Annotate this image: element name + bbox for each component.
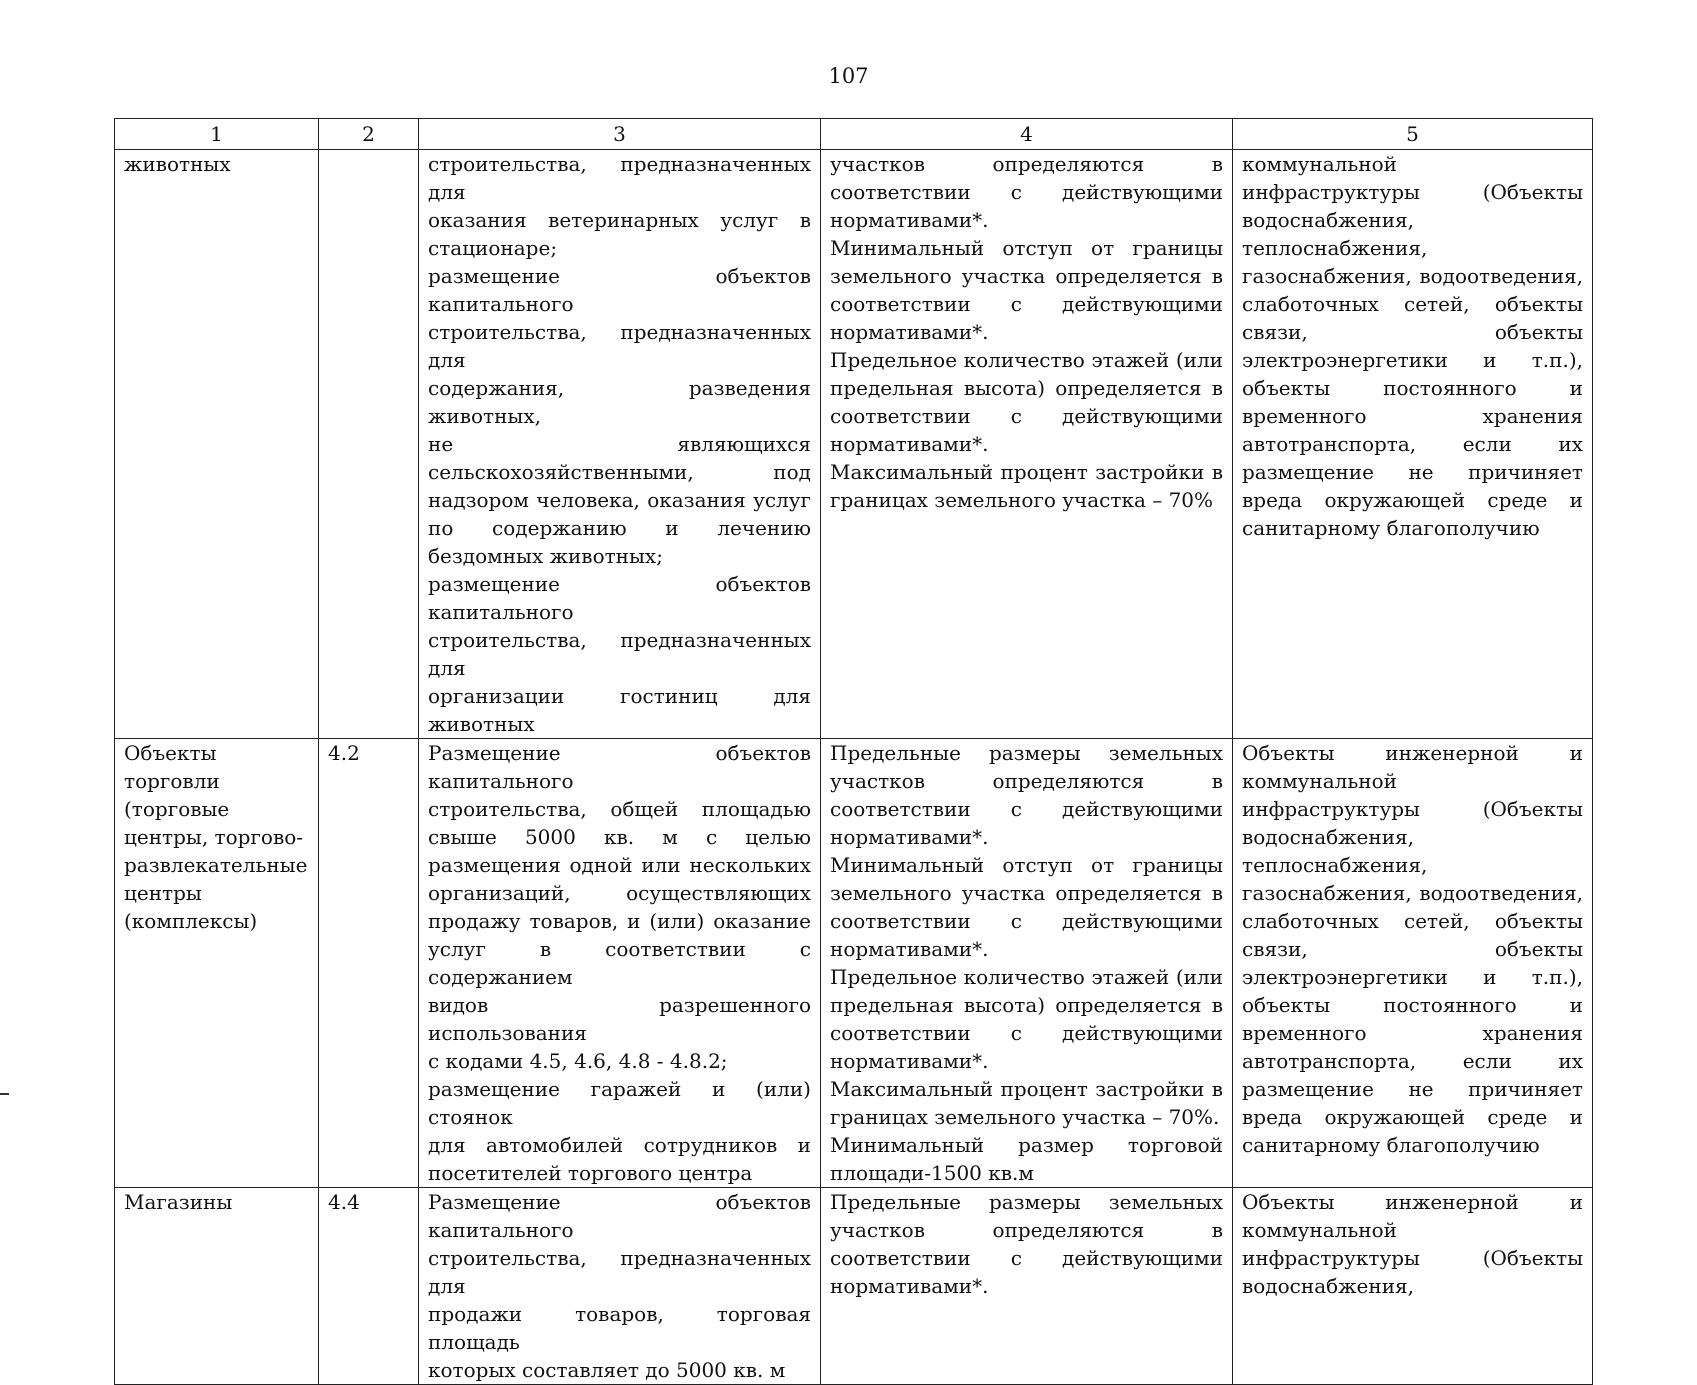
cell-line: соответствии с действующими <box>830 292 1223 316</box>
cell-line: Предельное количество этажей (или <box>830 965 1223 989</box>
cell-line: Объекты инженерной и <box>1242 741 1583 765</box>
header-col-4: 4 <box>821 119 1233 150</box>
parameters-cell <box>821 1188 1233 1385</box>
cell-line: Минимальный размер торговой <box>830 1133 1223 1157</box>
cell-line: нормативами*. <box>830 825 989 849</box>
cell-line: земельного участка определяется в <box>830 881 1223 905</box>
land-use-name-cell <box>115 150 319 739</box>
page-number: 107 <box>828 64 869 88</box>
cell-line: вреда окружающей среде и <box>1242 1105 1583 1129</box>
description-cell <box>419 1188 821 1385</box>
cell-line: (торговые <box>124 797 230 821</box>
cell-line: размещения одной или нескольких <box>428 853 811 877</box>
cell-line: строительства, предназначенных для <box>428 628 811 680</box>
description-cell <box>419 150 821 739</box>
cell-line: строительства, предназначенных для <box>428 152 811 204</box>
auxiliary-objects-cell <box>1233 1188 1593 1385</box>
cell-line: вреда окружающей среде и <box>1242 488 1583 512</box>
cell-line: 4.2 <box>328 741 360 765</box>
cell-line: организаций, осуществляющих <box>428 881 811 905</box>
cell-line: содержания, разведения животных, <box>428 376 811 428</box>
cell-line: с кодами 4.5, 4.6, 4.8 - 4.8.2; <box>428 1049 728 1073</box>
cell-line: центры <box>124 881 202 905</box>
cell-line: автотранспорта, если их <box>1242 1049 1583 1073</box>
cell-line: участков определяются в <box>830 152 1223 176</box>
cell-line: торговли <box>124 769 220 793</box>
cell-line: нормативами*. <box>830 208 989 232</box>
cell-line: животных <box>124 152 231 176</box>
cell-line: Предельные размеры земельных <box>830 741 1223 765</box>
cell-line: нормативами*. <box>830 1049 989 1073</box>
cell-line: санитарному благополучию <box>1242 1133 1540 1157</box>
cell-line: услуг в соответствии с содержанием <box>428 937 811 989</box>
land-use-name-cell <box>115 1188 319 1385</box>
cell-line: бездомных животных; <box>428 544 663 568</box>
cell-line: соответствии с действующими <box>830 180 1223 204</box>
cell-line: участков определяются в <box>830 769 1223 793</box>
cell-line: надзором человека, оказания услуг <box>428 488 811 512</box>
cell-line: для автомобилей сотрудников и <box>428 1133 811 1157</box>
cell-line: (комплексы) <box>124 909 258 933</box>
cell-line: коммунальной <box>1242 769 1397 793</box>
cell-line: участков определяются в <box>830 1218 1223 1242</box>
cell-line: границах земельного участка – 70%. <box>830 1105 1220 1129</box>
auxiliary-objects-cell <box>1233 739 1593 1188</box>
auxiliary-objects-cell <box>1233 150 1593 739</box>
cell-line: временного хранения <box>1242 404 1583 428</box>
cell-line: теплоснабжения, <box>1242 853 1428 877</box>
cell-line: нормативами*. <box>830 320 989 344</box>
cell-line: соответствии с действующими <box>830 909 1223 933</box>
cell-line: водоснабжения, <box>1242 1274 1415 1298</box>
cell-line: развлекательные <box>124 853 308 877</box>
cell-line: электроэнергетики и т.п.), <box>1242 348 1583 372</box>
cell-line: предельная высота) определяется в <box>830 376 1223 400</box>
cell-line: водоснабжения, <box>1242 208 1415 232</box>
cell-line: продажу товаров, и (или) оказание <box>428 909 811 933</box>
cell-line: строительства, общей площадью <box>428 797 811 821</box>
table-row <box>115 1188 1593 1385</box>
cell-line: которых составляет до 5000 кв. м <box>428 1358 786 1382</box>
cell-line: посетителей торгового центра <box>428 1161 753 1185</box>
cell-line: связи, объекты <box>1242 320 1583 344</box>
code-cell <box>319 739 419 1188</box>
cell-line: коммунальной <box>1242 1218 1397 1242</box>
cell-line: видов разрешенного использования <box>428 993 811 1045</box>
cell-line: Объекты инженерной и <box>1242 1190 1583 1214</box>
table-header-row <box>115 119 1593 150</box>
header-col-3: 3 <box>419 119 821 150</box>
cell-line: объекты постоянного и <box>1242 993 1583 1017</box>
cell-line: временного хранения <box>1242 1021 1583 1045</box>
table-row <box>115 739 1593 1188</box>
cell-line: оказания ветеринарных услуг в <box>428 208 811 232</box>
code-cell <box>319 150 419 739</box>
cell-line: земельного участка определяется в <box>830 264 1223 288</box>
cell-line: размещение не причиняет <box>1242 1077 1583 1101</box>
cell-line: Предельные размеры земельных <box>830 1190 1223 1214</box>
cell-line: коммунальной <box>1242 152 1397 176</box>
cell-line: предельная высота) определяется в <box>830 993 1223 1017</box>
cell-line: инфраструктуры (Объекты <box>1242 797 1583 821</box>
code-cell <box>319 1188 419 1385</box>
description-cell <box>419 739 821 1188</box>
cell-line: электроэнергетики и т.п.), <box>1242 965 1583 989</box>
cell-line: размещение объектов капитального <box>428 572 811 624</box>
cell-line: свыше 5000 кв. м с целью <box>428 825 811 849</box>
zoning-table <box>114 118 1593 1385</box>
header-col-5: 5 <box>1233 119 1593 150</box>
cell-line: соответствии с действующими <box>830 404 1223 428</box>
cell-line: размещение не причиняет <box>1242 460 1583 484</box>
cell-line: слаботочных сетей, объекты <box>1242 292 1583 316</box>
cell-line: Минимальный отступ от границы <box>830 853 1223 877</box>
cell-line: размещение объектов капитального <box>428 264 811 316</box>
cell-line: строительства, предназначенных для <box>428 1246 811 1298</box>
land-use-name-cell <box>115 739 319 1188</box>
cell-line: границах земельного участка – 70% <box>830 488 1214 512</box>
cell-line: Размещение объектов капитального <box>428 1190 811 1242</box>
cell-line: газоснабжения, водоотведения, <box>1242 264 1583 288</box>
margin-mark <box>0 1093 9 1095</box>
cell-line: инфраструктуры (Объекты <box>1242 180 1583 204</box>
table-row <box>115 150 1593 739</box>
cell-line: Объекты <box>124 741 217 765</box>
cell-line: теплоснабжения, <box>1242 236 1428 260</box>
cell-line: Магазины <box>124 1190 233 1214</box>
cell-line: стационаре; <box>428 236 558 260</box>
cell-line: соответствии с действующими <box>830 1246 1223 1270</box>
cell-line: центры, торгово- <box>124 825 304 849</box>
cell-line: автотранспорта, если их <box>1242 432 1583 456</box>
cell-line: 4.4 <box>328 1190 360 1214</box>
cell-line: по содержанию и лечению <box>428 516 811 540</box>
parameters-cell <box>821 150 1233 739</box>
cell-line: санитарному благополучию <box>1242 516 1540 540</box>
header-col-1: 1 <box>115 119 319 150</box>
cell-line: Предельное количество этажей (или <box>830 348 1223 372</box>
cell-line: Минимальный отступ от границы <box>830 236 1223 260</box>
cell-line: организации гостиниц для животных <box>428 684 811 736</box>
cell-line: соответствии с действующими <box>830 797 1223 821</box>
cell-line: сельскохозяйственными, под <box>428 460 811 484</box>
cell-line: связи, объекты <box>1242 937 1583 961</box>
cell-line: размещение гаражей и (или) стоянок <box>428 1077 811 1129</box>
cell-line: нормативами*. <box>830 432 989 456</box>
cell-line: слаботочных сетей, объекты <box>1242 909 1583 933</box>
cell-line: площади-1500 кв.м <box>830 1161 1034 1185</box>
parameters-cell <box>821 739 1233 1188</box>
header-col-2: 2 <box>319 119 419 150</box>
cell-line: соответствии с действующими <box>830 1021 1223 1045</box>
cell-line: не являющихся <box>428 432 811 456</box>
cell-line: водоснабжения, <box>1242 825 1415 849</box>
cell-line: газоснабжения, водоотведения, <box>1242 881 1583 905</box>
cell-line: нормативами*. <box>830 1274 989 1298</box>
cell-line: строительства, предназначенных для <box>428 320 811 372</box>
cell-line: нормативами*. <box>830 937 989 961</box>
cell-line: продажи товаров, торговая площадь <box>428 1302 811 1354</box>
cell-line: инфраструктуры (Объекты <box>1242 1246 1583 1270</box>
cell-line: объекты постоянного и <box>1242 376 1583 400</box>
cell-line: Размещение объектов капитального <box>428 741 811 793</box>
cell-line: Максимальный процент застройки в <box>830 460 1223 484</box>
cell-line: Максимальный процент застройки в <box>830 1077 1223 1101</box>
